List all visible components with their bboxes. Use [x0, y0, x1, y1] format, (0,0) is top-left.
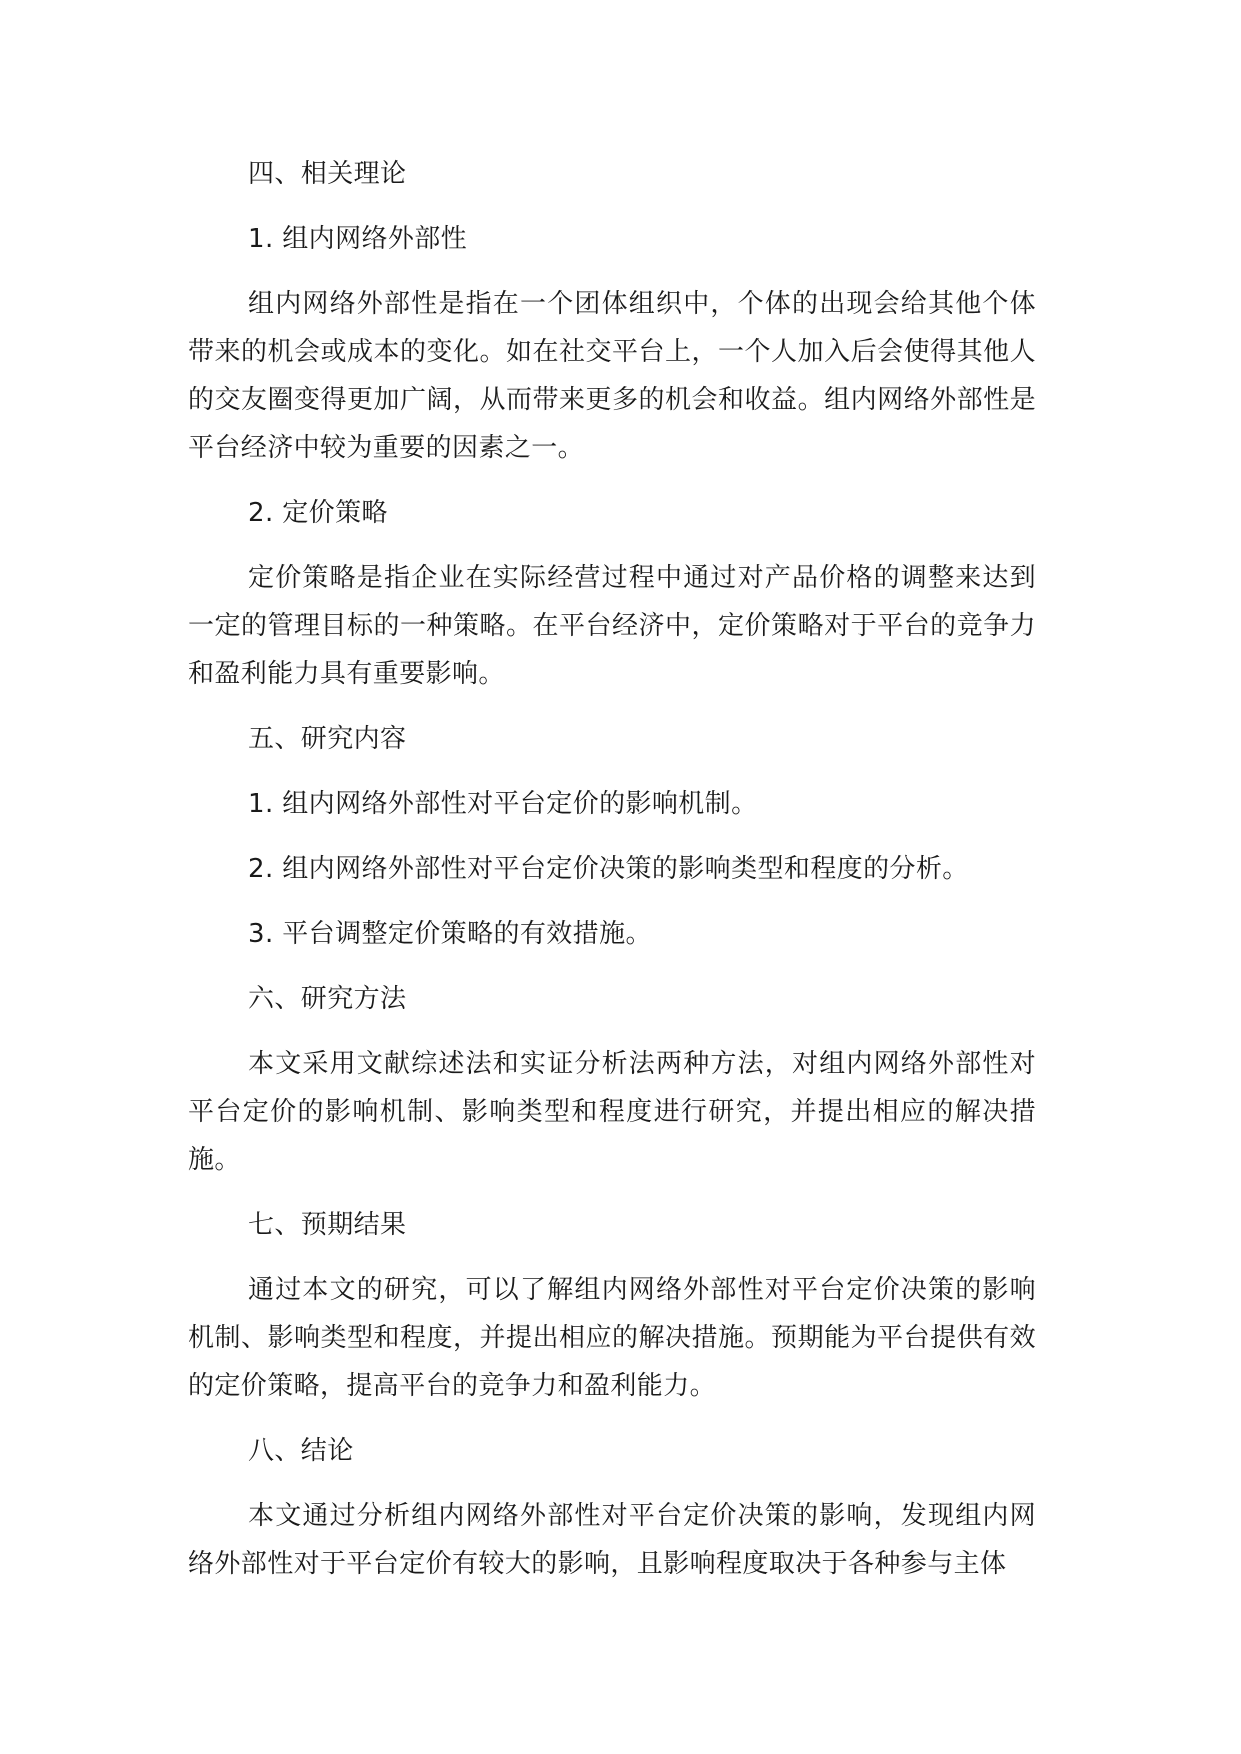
paragraph-conclusion: 本文通过分析组内网络外部性对平台定价决策的影响，发现组内网络外部性对于平台定价有较大的影响，且影响程度取决于各种参与主体 — [188, 1501, 1036, 1579]
subheading-intra-group-network-externality: 1. 组内网络外部性 — [248, 224, 468, 254]
list-item-research-content-1: 1. 组内网络外部性对平台定价的影响机制。 — [248, 789, 758, 819]
paragraph-network-externality-definition: 组内网络外部性是指在一个团体组织中，个体的出现会给其他个体带来的机会或成本的变化。如在社交平台上，一个人加入后会使得其他人的交友圈变得更加广阔，从而带来更多的机会和收益。组内网络外部性是平台经济中较为重要的因素之一。 — [188, 289, 1036, 463]
paragraph-research-method: 本文采用文献综述法和实证分析法两种方法，对组内网络外部性对平台定价的影响机制、影响类型和程度进行研究，并提出相应的解决措施。 — [188, 1049, 1036, 1175]
list-item-research-content-2: 2. 组内网络外部性对平台定价决策的影响类型和程度的分析。 — [248, 854, 969, 884]
list-item-research-content-3: 3. 平台调整定价策略的有效措施。 — [248, 919, 652, 949]
section-heading-conclusion: 八、结论 — [248, 1436, 354, 1466]
section-heading-related-theory: 四、相关理论 — [248, 159, 407, 189]
section-heading-research-content: 五、研究内容 — [248, 724, 407, 754]
subheading-pricing-strategy: 2. 定价策略 — [248, 498, 388, 528]
document-page — [188, 150, 1036, 1605]
paragraph-pricing-strategy-definition: 定价策略是指企业在实际经营过程中通过对产品价格的调整来达到一定的管理目标的一种策略。在平台经济中，定价策略对于平台的竞争力和盈利能力具有重要影响。 — [188, 563, 1036, 689]
paragraph-expected-results: 通过本文的研究，可以了解组内网络外部性对平台定价决策的影响机制、影响类型和程度，并提出相应的解决措施。预期能为平台提供有效的定价策略，提高平台的竞争力和盈利能力。 — [188, 1275, 1036, 1401]
section-heading-research-method: 六、研究方法 — [248, 984, 407, 1014]
section-heading-expected-results: 七、预期结果 — [248, 1210, 407, 1240]
